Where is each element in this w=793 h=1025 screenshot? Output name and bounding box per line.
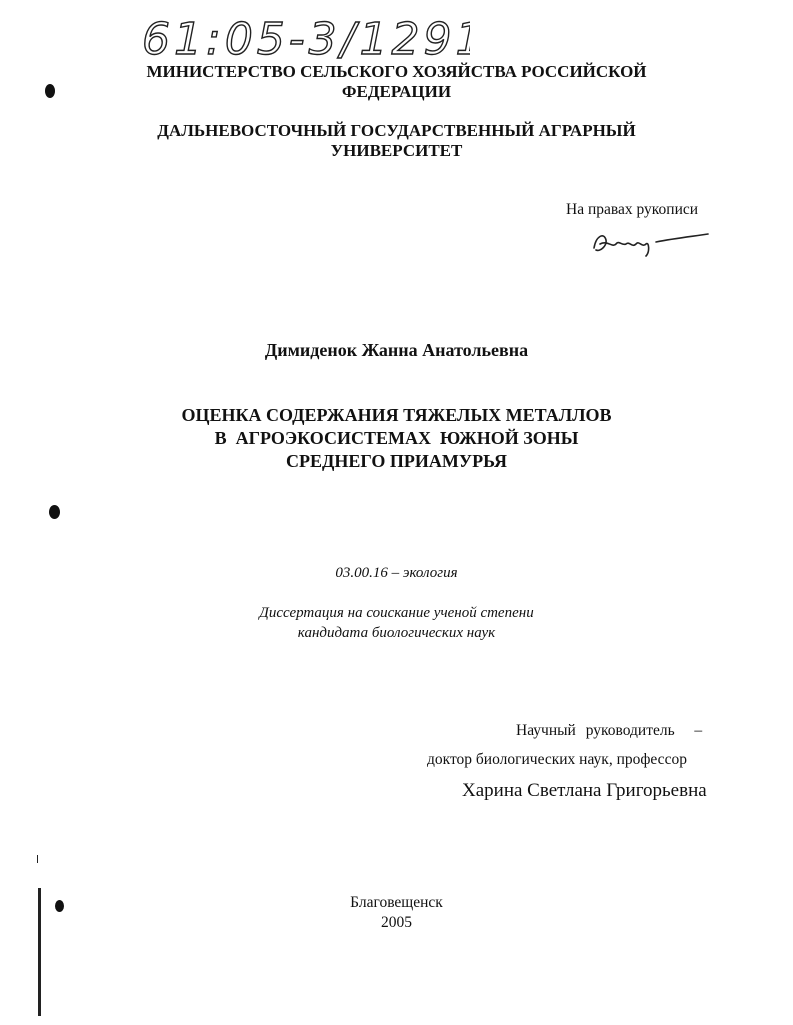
city-year-footer bbox=[0, 893, 793, 933]
year: 2005 bbox=[381, 914, 412, 931]
ministry-line-1: МИНИСТЕРСТВО СЕЛЬСКОГО ХОЗЯЙСТВА РОССИЙСКОЙ bbox=[146, 62, 647, 81]
specialty-code: 03.00.16 – экология bbox=[335, 565, 458, 581]
rights-note: На правах рукописи bbox=[566, 201, 699, 218]
degree-line-2: кандидата биологических наук bbox=[297, 625, 496, 641]
handwritten-signature bbox=[586, 226, 711, 262]
handwritten-number-drawing bbox=[140, 6, 470, 66]
title-line-2: В АГРОЭКОСИСТЕМАХ ЮЖНОЙ ЗОНЫ bbox=[214, 428, 579, 448]
scan-hole-mark-top bbox=[45, 84, 55, 98]
supervisor-name: Харина Светлана Григорьевна bbox=[462, 780, 707, 801]
supervisor-role: Научный руководитель – bbox=[516, 722, 703, 739]
degree-statement bbox=[0, 603, 793, 643]
dissertation-title bbox=[0, 404, 793, 473]
author-name: Димиденок Жанна Анатольевна bbox=[264, 340, 529, 360]
signature-drawing bbox=[586, 226, 711, 262]
scan-hole-mark-middle bbox=[49, 505, 60, 519]
ministry-line-2: ФЕДЕРАЦИИ bbox=[341, 82, 452, 101]
title-line-3: СРЕДНЕГО ПРИАМУРЬЯ bbox=[285, 451, 508, 471]
supervisor-title: доктор биологических наук, профессор bbox=[427, 751, 687, 768]
scan-hole-mark-bottom bbox=[55, 900, 64, 912]
handwritten-archive-number bbox=[140, 6, 470, 66]
city: Благовещенск bbox=[350, 894, 443, 911]
university-line-2: УНИВЕРСИТЕТ bbox=[330, 141, 463, 160]
ministry-header bbox=[0, 62, 793, 102]
university-line-1: ДАЛЬНЕВОСТОЧНЫЙ ГОСУДАРСТВЕННЫЙ АГРАРНЫЙ bbox=[157, 121, 636, 140]
scan-edge-tick bbox=[37, 855, 38, 863]
scan-edge-line bbox=[38, 888, 41, 1016]
title-line-1: ОЦЕНКА СОДЕРЖАНИЯ ТЯЖЕЛЫХ МЕТАЛЛОВ bbox=[181, 405, 612, 425]
degree-line-1: Диссертация на соискание ученой степени bbox=[259, 605, 534, 621]
university-header bbox=[0, 121, 793, 161]
handwritten-number-text: 61:05-3/1291 bbox=[142, 14, 470, 65]
